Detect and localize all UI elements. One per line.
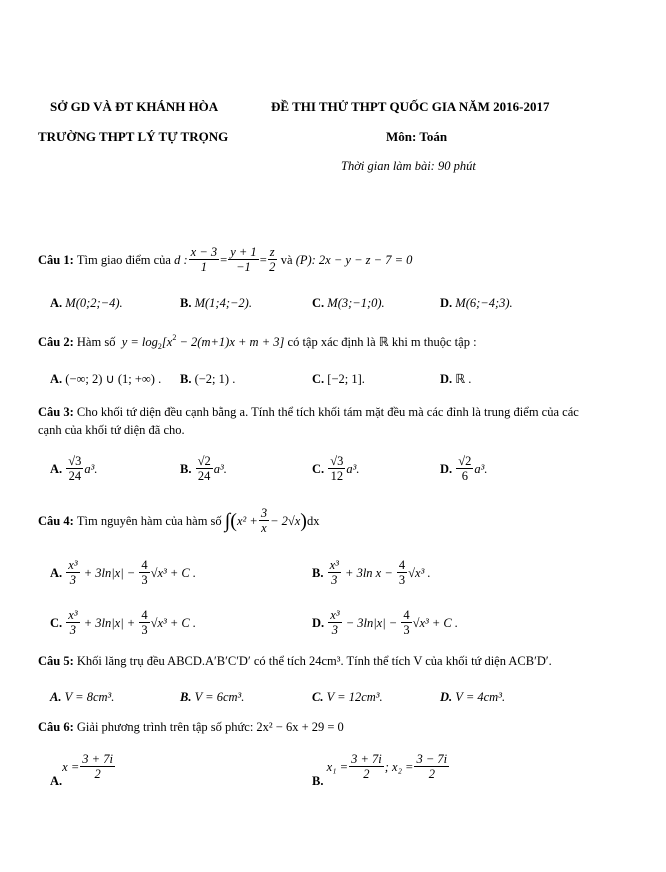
numerator: √2 [458,454,472,468]
option-a[interactable] [50,454,98,483]
fraction [66,454,83,483]
option-letter: B. [312,774,324,788]
numerator: 4 [141,608,148,622]
option-letter: A. [50,565,63,580]
question-label: Câu 3: [38,405,74,419]
option-value: M(1;4;−2). [194,296,252,310]
separator: ; x₂ = [384,759,414,774]
denominator: 2 [269,260,276,274]
option-d[interactable] [440,371,471,387]
option-letter: D. [440,296,453,310]
option-value: (−2; 1) . [194,372,236,386]
question-text-tail: có tập xác định là ℝ khi m thuộc tập : [287,335,477,349]
option-letter: A. [50,690,62,704]
integral-sign: ∫ [224,509,231,532]
numerator: 4 [403,608,410,622]
denominator: 2 [428,767,435,781]
option-value: V = 8cm³. [64,690,115,704]
option-letter: D. [440,690,453,704]
question-text: Tìm giao điểm của [76,252,171,267]
duration: Thời gian làm bài: 90 phút [341,159,476,173]
conjunction: và [280,252,293,267]
denominator: 3 [141,573,148,587]
numerator: 3 − 7i [416,752,448,766]
denominator: 24 [68,469,82,483]
option-value: M(6;−4;3). [455,296,513,310]
option-d[interactable] [440,689,505,705]
option-letter: D. [440,461,453,476]
numerator: x³ [330,608,340,622]
option-tail: √x³ + C . [150,565,197,580]
option-a[interactable] [50,752,116,788]
paren: ( [230,509,237,532]
question-4 [38,506,319,535]
line-name: d : [174,252,188,267]
denominator: −1 [236,260,251,274]
option-a[interactable] [50,371,161,387]
denominator: 3 [69,573,77,587]
numerator: 3 [260,506,268,520]
fraction [228,245,258,274]
question-text: Hàm số [76,335,116,349]
option-value: V = 6cm³. [194,690,245,704]
question-label: Câu 4: [38,513,74,528]
question-label: Câu 2: [38,335,74,349]
fraction [328,608,341,637]
option-a[interactable] [50,689,114,705]
option-letter: C. [50,615,63,630]
option-c[interactable] [312,295,385,311]
numerator: y + 1 [230,245,257,259]
option-c[interactable] [312,454,360,483]
question-label: Câu 6: [38,720,74,734]
question-text: Khối lăng trụ đều ABCD.A′B′C′D′ có thể tích 24cm³. Tính thể tích V của khối tứ diện ACB′D′. [76,654,552,668]
option-middle: + 3ln x − [345,565,393,580]
numerator: 3 + 7i [82,752,113,766]
lhs: x₁ = [326,759,349,774]
fraction [139,608,149,637]
term: x² + [236,513,258,528]
question-text: Giải phương trình trên tập số phức: 2x² − 6x + 29 = 0 [76,720,344,734]
question-3 [38,404,579,420]
option-middle: − 3ln|x| − [345,615,398,630]
option-value: ℝ . [455,372,472,386]
option-b[interactable] [180,454,227,483]
denominator: 3 [398,573,406,587]
denominator: 2 [363,767,370,781]
question-label: Câu 1: [38,252,74,267]
numerator: x − 3 [190,245,218,259]
denominator: 3 [69,623,77,637]
option-b[interactable] [312,558,431,587]
option-c[interactable] [50,608,196,637]
option-c[interactable] [312,371,365,387]
question-1 [38,245,412,274]
option-a[interactable] [50,295,123,311]
question-text: Tìm nguyên hàm của hàm số [76,513,222,528]
option-letter: A. [50,461,63,476]
denominator: 6 [461,469,468,483]
fraction [139,558,149,587]
option-letter: A. [50,774,63,788]
numerator: x³ [68,608,78,622]
option-d[interactable] [440,454,488,483]
option-tail: √x³ + C . [412,615,459,630]
option-middle: + 3ln|x| − [83,565,136,580]
denominator: 24 [197,469,211,483]
question-text: Cho khối tứ diện đều cạnh bằng a. Tính thể tích khối tám mặt đều mà các đỉnh là trung điểm của các [76,405,579,419]
option-letter: B. [312,565,324,580]
option-letter: C. [312,461,325,476]
option-letter: B. [180,690,192,704]
option-b[interactable] [180,295,252,311]
option-tail: a³. [84,461,98,476]
option-tail: a³. [213,461,227,476]
option-value: V = 12cm³. [326,690,383,704]
option-tail: a³. [474,461,488,476]
option-tail: a³. [346,461,360,476]
exam-title: ĐỀ THI THỬ THPT QUỐC GIA NĂM 2016-2017 [271,99,550,114]
question-6 [38,719,344,735]
equals: = [259,252,267,267]
question-2 [38,334,477,350]
option-value: M(3;−1;0). [327,296,385,310]
fraction [189,245,219,274]
fraction [196,454,213,483]
option-b[interactable] [312,752,450,788]
log-base: 2 [157,342,162,351]
denominator: 3 [141,623,148,637]
numerator: 3 + 7i [351,752,382,766]
numerator: 4 [141,558,148,572]
term: − 2√x [270,513,301,528]
fraction [414,752,449,781]
denominator: 3 [331,623,339,637]
option-letter: B. [180,296,192,310]
option-letter: C. [312,690,324,704]
denominator: 3 [403,623,410,637]
option-letter: A. [50,372,63,386]
plane-equation: (P): 2x − y − z − 7 = 0 [295,252,413,267]
fraction [328,558,341,587]
equals: = [220,252,228,267]
question-5 [38,653,552,669]
denominator: x [261,521,267,535]
option-value: M(0;2;−4). [65,296,123,310]
option-middle: + 3ln|x| + [83,615,136,630]
question-text-line-2: cạnh của khối tứ diện đã cho. [38,423,185,437]
denominator: 3 [331,573,338,587]
school-name: TRƯỜNG THPT LÝ TỰ TRỌNG [38,129,229,144]
exponent: 2 [172,333,177,342]
numerator: z [269,245,275,259]
option-letter: C. [312,372,325,386]
option-letter: D. [440,372,453,386]
denominator: 1 [200,260,208,274]
option-letter: B. [180,461,192,476]
fraction [328,454,345,483]
numerator: √2 [197,454,211,468]
fraction [401,608,411,637]
numerator: √3 [330,454,344,468]
subject: Môn: Toán [386,129,448,144]
lhs: x = [62,759,80,774]
fraction [268,245,277,274]
option-b[interactable] [180,689,244,705]
option-value: (−∞; 2) ∪ (1; +∞) . [65,372,162,386]
option-letter: B. [180,372,192,386]
fraction [80,752,115,781]
fraction [349,752,384,781]
numerator: x³ [329,558,339,572]
option-letter: C. [312,296,325,310]
differential: dx [306,513,320,528]
option-d[interactable] [312,608,458,637]
option-tail: √x³ . [408,565,431,580]
fraction [259,506,269,535]
paren: ) [300,509,307,532]
fraction [397,558,407,587]
option-letter: D. [312,615,325,630]
fraction [66,608,79,637]
denominator: 12 [330,469,344,483]
numerator: x³ [68,558,78,572]
department-name: SỞ GD VÀ ĐT KHÁNH HÒA [50,99,219,114]
fraction [456,454,473,483]
option-c[interactable] [312,689,383,705]
option-b[interactable] [180,371,235,387]
question-label: Câu 5: [38,654,74,668]
fraction [66,558,79,587]
option-d[interactable] [440,295,513,311]
log-argument: [x [161,335,173,349]
option-letter: A. [50,296,63,310]
option-value: V = 4cm³. [455,690,506,704]
option-tail: √x³ + C . [150,615,197,630]
denominator: 2 [94,767,101,781]
option-value: [−2; 1]. [327,372,365,386]
log-argument-rest: − 2(m+1)x + m + 3] [176,335,285,349]
option-a[interactable] [50,558,196,587]
function: y = log [121,335,158,349]
numerator: 4 [398,558,406,572]
numerator: √3 [68,454,82,468]
